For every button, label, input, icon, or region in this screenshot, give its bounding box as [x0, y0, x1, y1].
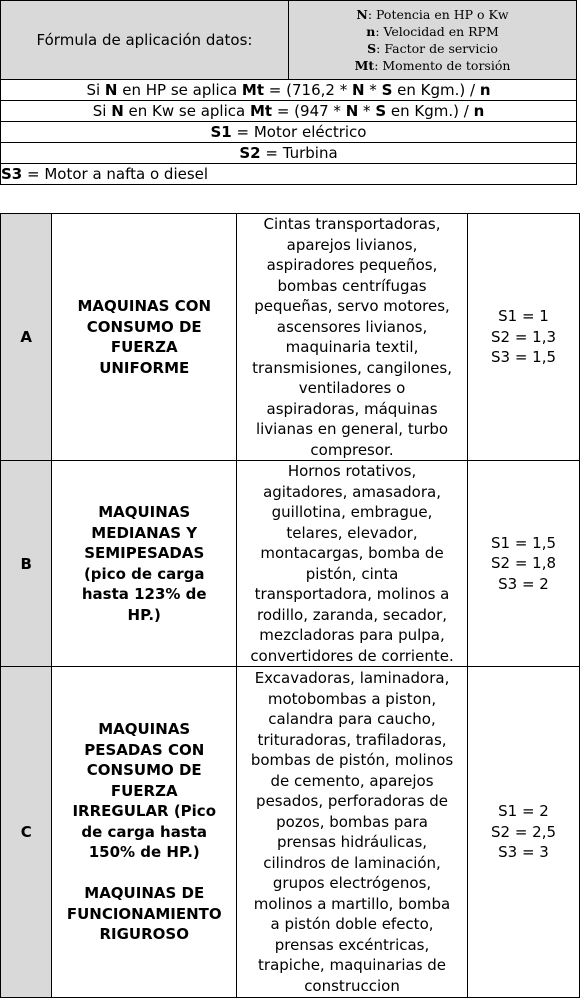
legend-item-service-factor: S: Factor de servicio: [367, 41, 498, 56]
cell-line: de carga hasta: [81, 822, 208, 841]
cell-line: bombas de pistón, molinos: [250, 751, 454, 769]
legend-item-power: N: Potencia en HP o Kw: [356, 7, 509, 22]
cell-line: molinos a martillo, bomba: [253, 894, 451, 913]
cell-line: IRREGULAR (Pico: [72, 802, 217, 821]
formula-table: [0, 0, 577, 185]
cell-line: MAQUINAS DE: [84, 884, 205, 903]
cell-line: maquinaria textil,: [285, 338, 419, 356]
cell-line: cilindros de laminación,: [263, 853, 441, 872]
cell-line: trituradoras, trafiladoras,: [257, 730, 447, 749]
cell-line: S2 = 1,3: [490, 327, 557, 346]
cell-line: bombas centrífugas: [277, 276, 427, 295]
cell-line: S2 = 1,8: [490, 554, 557, 573]
class-applications: [237, 667, 468, 998]
cell-line: pequeñas, servo motores,: [254, 297, 450, 315]
cell-line: montacargas, bomba de: [260, 544, 444, 562]
cell-line: S3 = 1,5: [490, 348, 557, 367]
cell-line: Excavadoras, laminadora,: [254, 669, 450, 687]
cell-line: S3 = 3: [498, 843, 549, 862]
cell-line: telares, elevador,: [286, 523, 418, 542]
cell-line: MAQUINAS CON: [77, 297, 212, 315]
cell-line: S1 = 1: [498, 307, 549, 326]
cell-line: MEDIANAS Y: [91, 523, 198, 542]
cell-line: calandra para caucho,: [268, 710, 436, 728]
cell-line: CONSUMO DE: [86, 761, 202, 780]
class-letter: C: [1, 667, 52, 998]
cell-line: PESADAS CON: [84, 740, 205, 759]
cell-line: convertidores de corriente.: [250, 646, 454, 665]
cell-line: ventiladores o: [298, 379, 406, 397]
formula-label: [1, 1, 289, 80]
class-description: [52, 461, 237, 667]
service-factor-grid: [0, 213, 580, 998]
formula-table-grid: [0, 0, 577, 185]
s2-row: S2 = Turbina: [1, 143, 577, 164]
cell-line: pozos, bombas para: [276, 812, 428, 831]
cell-line: SEMIPESADAS: [84, 544, 205, 562]
cell-line: aparejos livianos,: [286, 235, 418, 254]
cell-line: prensas hidráulicas,: [276, 833, 428, 851]
cell-line: FUERZA: [110, 338, 178, 356]
cell-line: S3 = 2: [498, 574, 549, 593]
cell-line: a pistón doble efecto,: [270, 915, 434, 933]
class-factors: [468, 667, 580, 998]
service-factor-table: [0, 213, 580, 998]
legend-item-speed: n: Velocidad en RPM: [366, 24, 499, 39]
cell-line: livianas en general, turbo: [255, 420, 449, 438]
table-row-class-a: [1, 214, 580, 461]
cell-line: MAQUINAS: [98, 503, 191, 521]
cell-line: RIGUROSO: [99, 925, 189, 944]
cell-line: motobombas a piston,: [267, 689, 437, 708]
class-applications: [237, 214, 468, 461]
cell-line: hasta 123% de: [81, 585, 207, 603]
s3-row: S3 = Motor a nafta o diesel: [1, 164, 577, 185]
cell-line: transportadora, molinos a: [254, 585, 450, 603]
class-letter: A: [1, 214, 52, 461]
cell-line: agitadores, amasadora,: [263, 482, 441, 501]
cell-line: UNIFORME: [99, 358, 190, 377]
hp-formula-row: Si N en HP se aplica Mt = (716,2 * N * S en Kgm.) / n: [1, 80, 577, 101]
cell-line: pesados, perforadoras de: [256, 792, 448, 810]
s1-row: S1 = Motor eléctrico: [1, 122, 577, 143]
cell-line: aspiradores pequeños,: [266, 256, 438, 274]
cell-line: compresor.: [310, 440, 394, 459]
cell-line: pistón, cinta: [305, 564, 399, 583]
class-applications: [237, 461, 468, 667]
cell-line: de cemento, aparejos: [270, 771, 434, 790]
class-factors: [468, 461, 580, 667]
kw-formula-row: Si N en Kw se aplica Mt = (947 * N * S en Kgm.) / n: [1, 101, 577, 122]
cell-line: Hornos rotativos,: [287, 462, 417, 480]
variable-legend: [289, 1, 577, 80]
cell-line: grupos electrógenos,: [272, 874, 432, 892]
cell-line: transmisiones, cangilones,: [252, 358, 452, 377]
cell-line: rodillo, zaranda, secador,: [256, 605, 448, 624]
cell-line: MAQUINAS: [98, 720, 191, 739]
cell-line: Cintas transportadoras,: [263, 215, 441, 233]
formula-label-text: Fórmula de aplicación datos:: [36, 31, 253, 49]
class-description: [52, 667, 237, 998]
cell-line: trapiche, maquinarias de: [258, 956, 447, 974]
table-row-class-c: [1, 667, 580, 998]
cell-line: S2 = 2,5: [490, 822, 557, 841]
cell-line: construccion: [304, 976, 400, 995]
class-description: [52, 214, 237, 461]
cell-line: FUNCIONAMIENTO: [66, 904, 222, 923]
cell-line: HP.): [127, 605, 161, 624]
cell-line: S1 = 1,5: [490, 533, 557, 552]
line-spacer: [52, 863, 236, 884]
cell-line: aspiradoras, máquinas: [266, 399, 438, 418]
cell-line: guillotina, embrague,: [271, 503, 433, 521]
legend-item-torque: Mt: Momento de torsión: [354, 58, 511, 73]
cell-line: prensas excéntricas,: [274, 935, 430, 954]
cell-line: mezcladoras para pulpa,: [259, 626, 445, 644]
class-letter: B: [1, 461, 52, 667]
cell-line: (pico de carga: [83, 564, 205, 583]
class-factors: [468, 214, 580, 461]
cell-line: 150% de HP.): [88, 843, 200, 862]
cell-line: FUERZA: [110, 781, 178, 800]
cell-line: S1 = 2: [498, 802, 549, 821]
table-row-class-b: [1, 461, 580, 667]
cell-line: ascensores livianos,: [276, 317, 428, 336]
cell-line: CONSUMO DE: [86, 317, 202, 336]
